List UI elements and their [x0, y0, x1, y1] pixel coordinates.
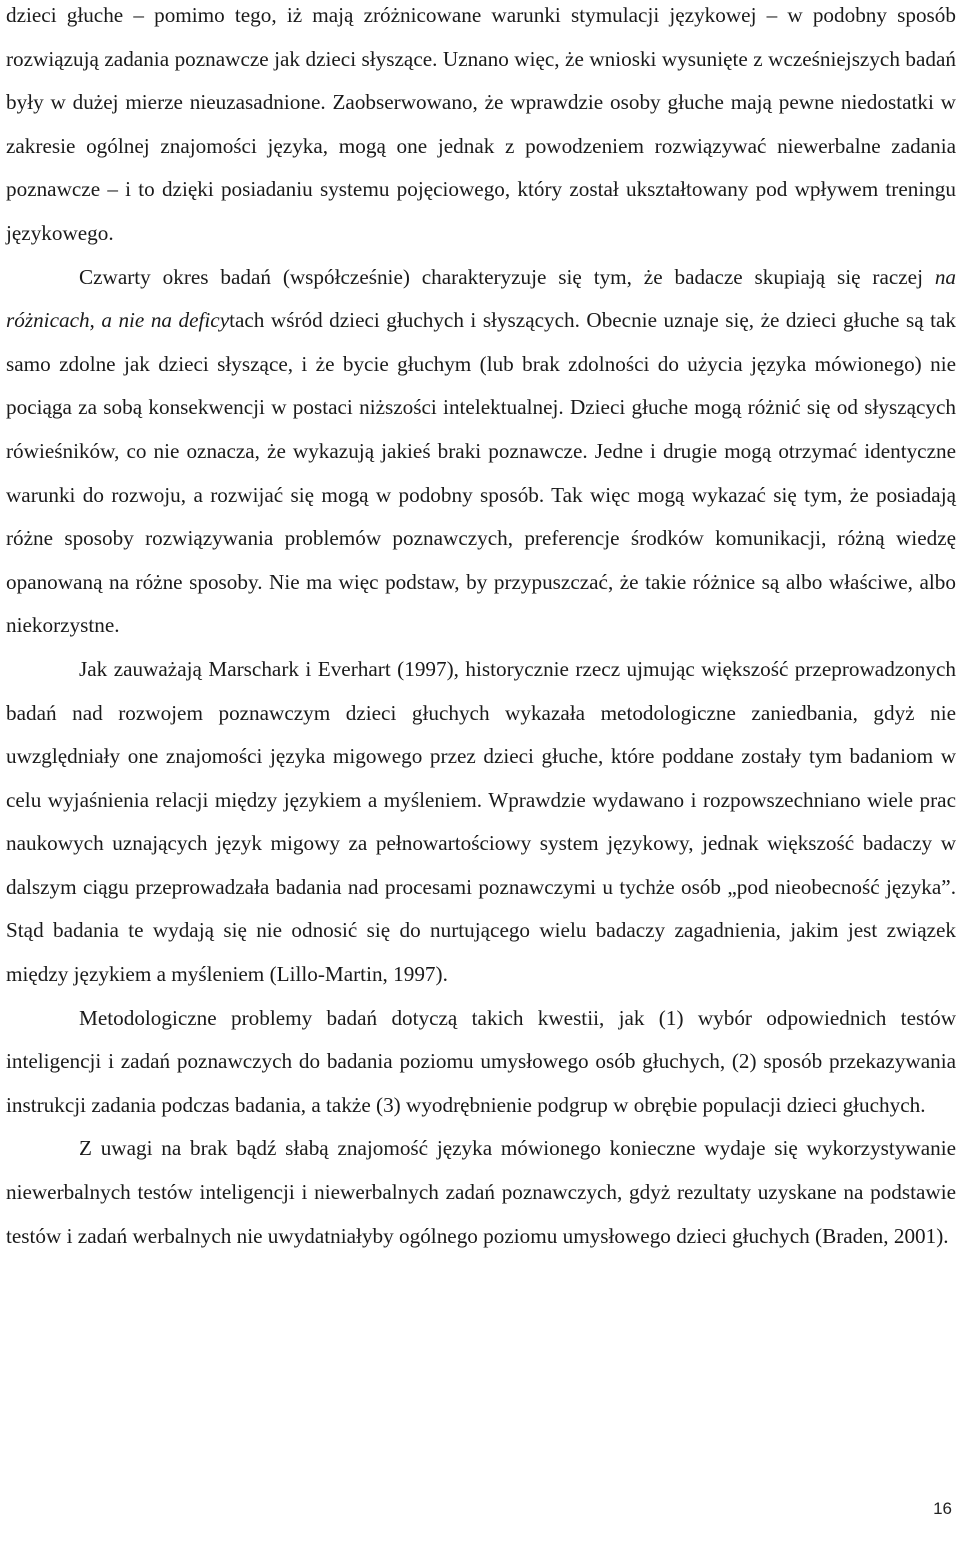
paragraph-3-text: Jak zauważają Marschark i Everhart (1997), historycznie rzecz ujmując większość przeprowadzonych badań nad rozwojem poznawczym dzieci głuchych wykazała metodologiczne zaniedbania, gdyż nie uwzględniały one znajomości języka migowego przez dzieci głuche, które poddane zostały tym badaniom w celu wyjaśnienia relacji między językiem a myśleniem. Wprawdzie wydawano i rozpowszechniano wiele prac naukowych uznających język migowy za pełnowartościowy system językowy, jednak większość badaczy w dalszym ciągu przeprowadzała badania nad procesami poznawczymi u tychże osób „pod nieobecność języka”. Stąd badania te wydają się nie odnosić się do nurtującego wielu badaczy zagadnienia, jakim jest związek między językiem a myśleniem (Lillo-Martin, 1997). — [6, 656, 956, 987]
paragraph-2-text-b: tach wśród dzieci głuchych i słyszących. Obecnie uznaje się, że dzieci głuche są tak samo zdolne jak dzieci słyszące, i że bycie głuchym (lub brak zdolności do użycia języka mówionego) nie pociąga za sobą konsekwencji w postaci niższości intelektualnej. Dzieci głuche mogą różnić się od słyszących rówieśników, co nie oznacza, że wykazują jakieś braki poznawcze. Jedne i drugie mogą otrzymać identyczne warunki do rozwoju, a rozwijać się mogą w podobny sposób. Tak więc mogą wykazać się tym, że posiadają różne sposoby rozwiązywania problemów poznawczych, preferencje środków komunikacji, różną wiedzę opanowaną na różne sposoby. Nie ma więc podstaw, by przypuszczać, że takie różnice są albo właściwe, albo niekorzystne. — [6, 308, 956, 638]
paragraph-3 — [6, 648, 956, 997]
page-number: 16 — [933, 1499, 952, 1518]
paragraph-4 — [6, 997, 956, 1128]
paragraph-2-italic: na różnicach, a nie na deficy — [6, 264, 956, 333]
paragraph-5 — [6, 1127, 956, 1258]
paragraph-5-text: Z uwagi na brak bądź słabą znajomość języka mówionego konieczne wydaje się wykorzystywanie niewerbalnych testów inteligencji i niewerbalnych zadań poznawczych, gdyż rezultaty uzyskane na podstawie testów i zadań werbalnych nie uwydatniałyby ogólnego poziomu umysłowego dzieci głuchych (Braden, 2001). — [6, 1136, 956, 1248]
paragraph-2-text-a: Czwarty okres badań (współcześnie) charakteryzuje się tym, że badacze skupiają się raczej — [79, 264, 935, 289]
document-page — [6, 0, 956, 1258]
paragraph-1-text: dzieci głuche – pomimo tego, iż mają zróżnicowane warunki stymulacji językowej – w podobny sposób rozwiązują zadania poznawcze jak dzieci słyszące. Uznano więc, że wnioski wysunięte z wcześniejszych badań były w dużej mierze nieuzasadnione. Zaobserwowano, że wprawdzie osoby głuche mają pewne niedostatki w zakresie ogólnej znajomości języka, mogą one jednak z powodzeniem rozwiązywać niewerbalne zadania poznawcze – i to dzięki posiadaniu systemu pojęciowego, który został ukształtowany pod wpływem treningu językowego. — [6, 3, 956, 245]
paragraph-4-text: Metodologiczne problemy badań dotyczą takich kwestii, jak (1) wybór odpowiednich testów inteligencji i zadań poznawczych do badania poziomu umysłowego osób głuchych, (2) sposób przekazywania instrukcji zadania podczas badania, a także (3) wyodrębnienie podgrup w obrębie populacji dzieci głuchych. — [6, 1005, 956, 1117]
paragraph-1 — [6, 0, 956, 256]
paragraph-2 — [6, 256, 956, 648]
